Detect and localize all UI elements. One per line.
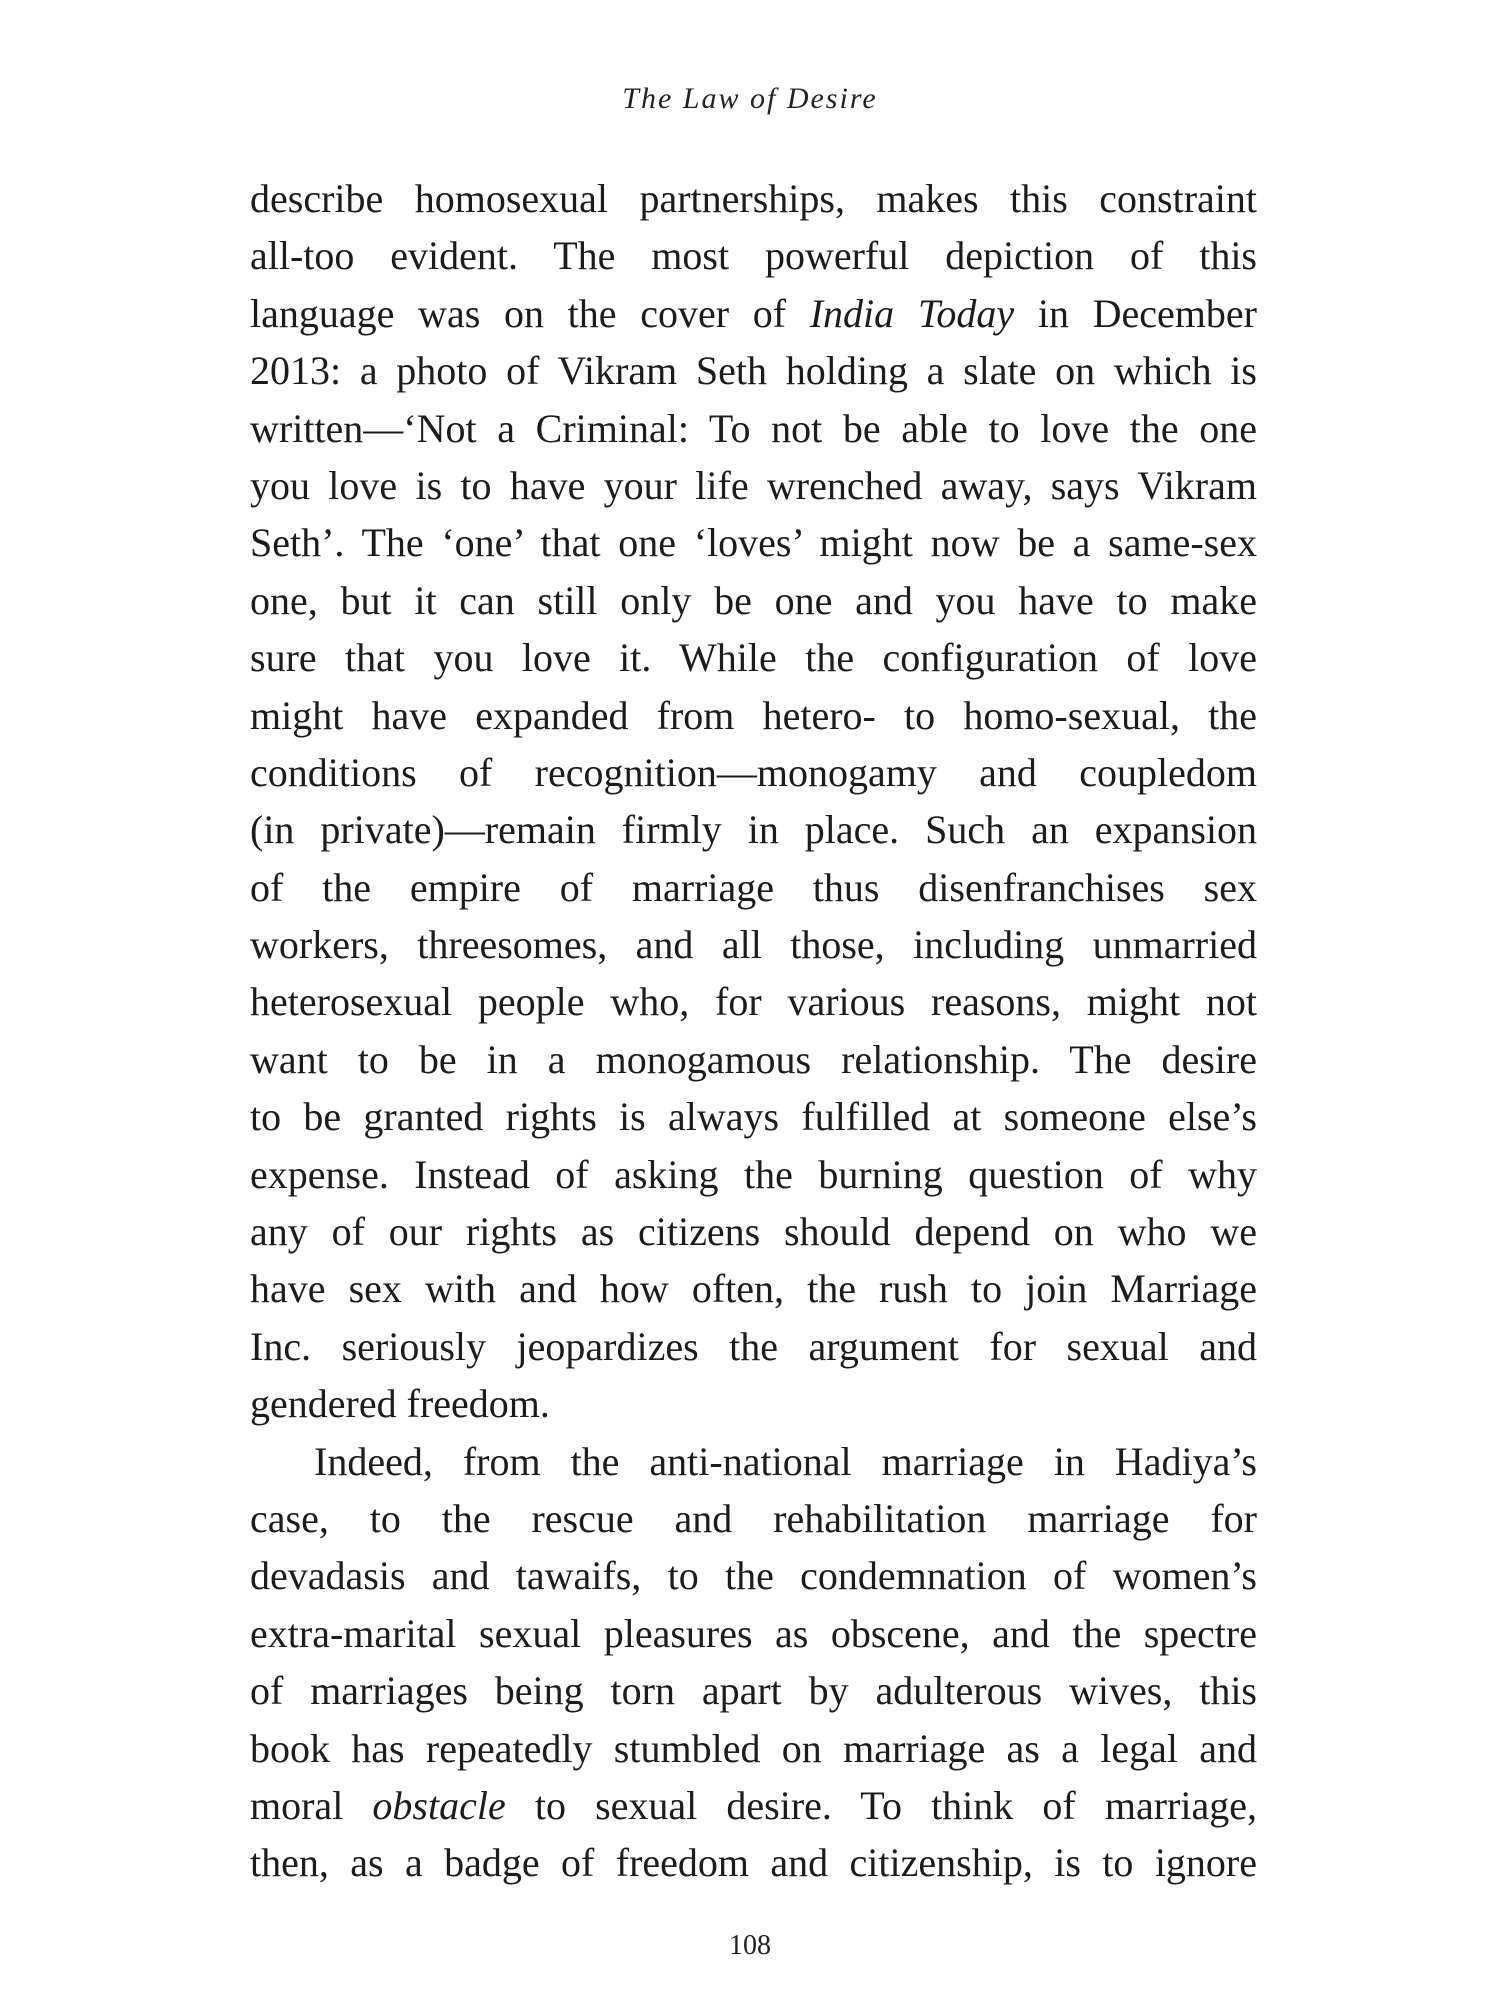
italic-text: India Today [809,290,1015,336]
text-line [250,687,1257,744]
text-segment: have sex with and how often, the rush to join Marriage [250,1266,1257,1312]
text-segment: case, to the rescue and rehabilitation marriage for [250,1495,1257,1541]
text-segment: sure that you love it. While the configuration of love [250,635,1257,681]
text-segment: book has repeatedly stumbled on marriage as a legal and [250,1725,1257,1771]
text-segment: heterosexual people who, for various reasons, might not [250,979,1257,1025]
text-segment: Indeed, from the anti-national marriage in Hadiya’s [314,1438,1257,1484]
text-segment: expense. Instead of asking the burning question of why [250,1151,1257,1197]
text-line [250,1433,1257,1490]
text-line [250,859,1257,916]
text-line [250,916,1257,973]
text-line [250,973,1257,1030]
running-head: The Law of Desire [622,82,878,115]
text-line [250,1260,1257,1317]
text-segment: one, but it can still only be one and you have to make [250,577,1257,623]
text-segment: to sexual desire. To think of marriage, [505,1782,1257,1828]
text-line [250,457,1257,514]
text-line [250,1031,1257,1088]
text-line [250,1490,1257,1547]
text-line [250,1146,1257,1203]
text-line [250,1088,1257,1145]
text-line [250,1547,1257,1604]
text-line [250,1834,1257,1891]
text-segment: Inc. seriously jeopardizes the argument for sexual and [250,1323,1257,1369]
text-line [250,227,1257,284]
text-segment: want to be in a monogamous relationship. The desire [250,1036,1257,1082]
text-segment: conditions of recognition—monogamy and coupledom [250,749,1257,795]
text-segment: written—‘Not a Criminal: To not be able to love the one [250,405,1257,451]
text-segment: language was on the cover of [250,290,810,336]
text-segment: might have expanded from hetero- to homo-sexual, the [250,692,1257,738]
body-text [250,170,1257,1892]
text-segment: gendered freedom. [250,1381,550,1427]
text-segment: 2013: a photo of Vikram Seth holding a slate on which is [250,348,1257,394]
text-line [250,342,1257,399]
text-segment: (in private)—remain firmly in place. Such an expansion [250,807,1257,853]
text-line [250,1662,1257,1719]
text-line [250,1375,1257,1432]
text-line [250,1318,1257,1375]
text-line [250,801,1257,858]
text-line [250,285,1257,342]
text-segment: workers, threesomes, and all those, including unmarried [250,922,1257,968]
page-number: 108 [729,1930,771,1961]
italic-text: obstacle [372,1782,506,1828]
text-segment: all-too evident. The most powerful depiction of this [250,233,1257,279]
text-segment: you love is to have your life wrenched away, says Vikram [250,462,1257,508]
text-line [250,629,1257,686]
text-segment: extra-marital sexual pleasures as obscene, and the spectre [250,1610,1257,1656]
text-segment: to be granted rights is always fulfilled at someone else’s [250,1094,1257,1140]
text-line [250,514,1257,571]
text-segment: moral [250,1782,373,1828]
text-line [250,744,1257,801]
text-line [250,1777,1257,1834]
text-segment: of the empire of marriage thus disenfranchises sex [250,864,1257,910]
text-segment: describe homosexual partnerships, makes this constraint [250,176,1257,221]
text-line [250,1720,1257,1777]
text-segment: devadasis and tawaifs, to the condemnation of women’s [250,1553,1257,1599]
text-segment: any of our rights as citizens should depend on who we [250,1209,1257,1255]
text-segment: in December [1014,290,1257,336]
text-line [250,1203,1257,1260]
text-segment: of marriages being torn apart by adulterous wives, this [250,1668,1257,1714]
text-line [250,170,1257,227]
text-segment: then, as a badge of freedom and citizenship, is to ignore [250,1840,1257,1886]
text-line [250,572,1257,629]
text-line [250,400,1257,457]
text-line [250,1605,1257,1662]
text-segment: Seth’. The ‘one’ that one ‘loves’ might now be a same-sex [250,520,1257,566]
